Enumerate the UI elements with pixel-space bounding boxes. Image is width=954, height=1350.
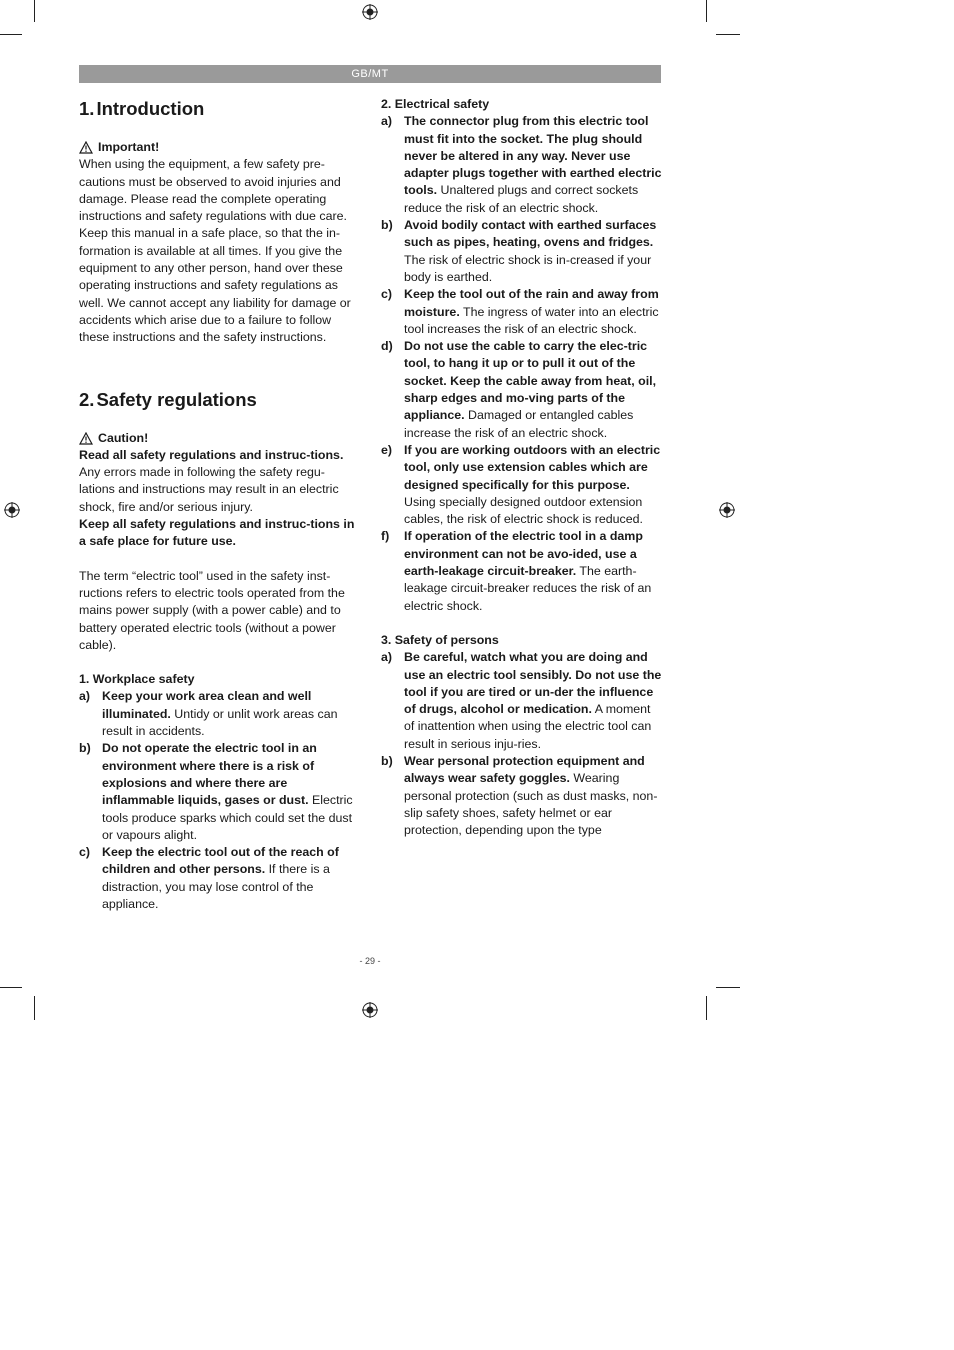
registration-mark-icon: [719, 502, 735, 518]
intro-paragraph: When using the equipment, a few safety pre-cautions must be observed to avoid injuries and damage. Please read the complete operating instructions and safety regulations with due care. Keep this manual in a safe place, so that the in-formation is available at all times. If you give the equipment to any other person, hand over these operating instructions and safety regulations as well. We cannot accept any liability for damage or accidents which arise due to a failure to follow these instructions and the safety instructions.: [79, 157, 351, 345]
item-bold-text: If operation of the electric tool in a damp environment can not be avo-ided, use a earth-leakage circuit-breaker.: [404, 529, 643, 579]
item-letter: a): [381, 650, 393, 665]
crop-mark: [34, 0, 35, 22]
list-item: [381, 217, 662, 286]
section-title: Safety regulations: [96, 388, 257, 410]
list-item: [381, 753, 662, 839]
list-item: [79, 844, 355, 913]
item-text: Using specially designed outdoor extension cables, the risk of electric shock is reduced.: [404, 494, 643, 527]
item-text: The risk of electric shock is in-creased if your body is earthed.: [404, 252, 652, 284]
item-text: If there is a distraction, you may lose control of the appliance.: [102, 862, 330, 911]
item-letter: b): [79, 741, 91, 756]
language-tag: GB/MT: [351, 68, 389, 80]
item-bold-text: Do not use the cable to carry the elec-tric tool, to hang it up or to pull it out of the socket. Keep the cable away from heat, oil, sharp edges and mo-ving parts of the appliance.: [404, 339, 657, 423]
left-column: [79, 96, 355, 913]
important-notice: [79, 139, 355, 156]
crop-mark: [34, 996, 35, 1020]
item-bold-text: The connector plug from this electric tool must fit into the socket. The plug should never be altered in any way. Never use adapter plugs together with earthed electric tools.: [404, 114, 662, 198]
item-bold-text: Keep the tool out of the rain and away from moisture.: [404, 287, 659, 319]
read-all-instruction: Read all safety regulations and instruc-tions.: [79, 447, 344, 462]
registration-mark-icon: [362, 1002, 378, 1018]
crop-mark: [716, 987, 740, 988]
list-item: [381, 442, 662, 528]
crop-mark: [706, 0, 707, 22]
section-number: 1.: [79, 98, 95, 119]
crop-mark: [706, 996, 707, 1020]
section-1-heading: [79, 96, 355, 122]
item-bold-text: Keep the electric tool out of the reach of children and other persons.: [102, 845, 339, 877]
notice-label: Important!: [98, 140, 160, 154]
item-text: Electric tools produce sparks which could set the dust or vapours alight.: [102, 793, 353, 842]
crop-mark: [0, 34, 22, 35]
item-letter: f): [381, 529, 390, 544]
item-letter: a): [381, 114, 393, 129]
term-paragraph: The term “electric tool” used in the safety inst-ructions refers to electric tools operated from the mains power supply (with a power cable) and to battery operated electric tools (without a power cable).: [79, 568, 345, 652]
warning-icon: [79, 141, 93, 154]
item-text: The earth-leakage circuit-breaker reduces the risk of an electric shock.: [404, 564, 652, 613]
list-item: [79, 688, 355, 740]
item-text: Untidy or unlit work areas can result in accidents.: [102, 706, 338, 739]
item-letter: d): [381, 339, 393, 354]
caution-notice: [79, 430, 355, 447]
item-text: The ingress of water into an electric tool increases the risk of an electric shock.: [404, 304, 659, 336]
list-item: [381, 528, 662, 614]
item-text: Unaltered plugs and correct sockets reduce the risk of an electric shock.: [404, 183, 639, 215]
list-item: [381, 113, 662, 217]
registration-mark-icon: [4, 502, 20, 518]
page-number: - 29 -: [359, 956, 381, 966]
section-2-heading: [79, 387, 355, 413]
section-number: 2.: [79, 388, 95, 410]
item-letter: c): [79, 845, 91, 860]
item-bold-text: If you are working outdoors with an electric tool, only use extension cables which are designed specifically for this purpose.: [404, 442, 661, 492]
list-item: [79, 740, 355, 844]
item-letter: b): [381, 753, 393, 768]
list-item: [381, 286, 662, 338]
item-bold-text: Avoid bodily contact with earthed surfaces such as pipes, heating, ovens and fridges.: [404, 218, 657, 250]
item-bold-text: Do not operate the electric tool in an environment where there is a risk of explosions and where there are inflammable liquids, gases or dust.: [102, 741, 317, 808]
item-letter: e): [381, 442, 393, 457]
item-text: A moment of inattention when using the electric tool can result in serious inju-ries.: [404, 702, 652, 751]
registration-mark-icon: [362, 4, 378, 20]
item-bold-text: Be careful, watch what you are doing and use an electric tool sensibly. Do not use the tool if you are tired or un-der the influence of drugs, alcohol or medication.: [404, 650, 662, 717]
item-letter: c): [381, 287, 393, 302]
item-letter: b): [381, 218, 393, 233]
crop-mark: [0, 987, 22, 988]
item-bold-text: Keep your work area clean and well illuminated.: [102, 689, 312, 721]
electrical-safety-title: 2. Electrical safety: [381, 97, 490, 111]
section-title: Introduction: [96, 98, 205, 119]
persons-safety-title: 3. Safety of persons: [381, 632, 499, 647]
right-column: [381, 96, 662, 839]
workplace-safety-title: 1. Workplace safety: [79, 672, 195, 687]
language-header-bar: [79, 65, 661, 83]
keep-all-instruction: Keep all safety regulations and instruc-tions in a safe place for future use.: [79, 517, 355, 549]
item-bold-text: Wear personal protection equipment and always wear safety goggles.: [404, 753, 645, 786]
item-text: Damaged or entangled cables increase the risk of an electric shock.: [404, 408, 634, 440]
item-text: Wearing personal protection (such as dust masks, non-slip safety shoes, safety helmet or ear protection, depending upon the type: [404, 771, 658, 838]
warning-icon: [79, 432, 93, 445]
errors-paragraph: Any errors made in following the safety regu-lations and instructions may result in an electric shock, fire and/or serious injury.: [79, 465, 339, 514]
crop-mark: [716, 34, 740, 35]
notice-label: Caution!: [98, 430, 149, 445]
item-letter: a): [79, 689, 91, 704]
list-item: [381, 649, 662, 753]
list-item: [381, 338, 662, 442]
